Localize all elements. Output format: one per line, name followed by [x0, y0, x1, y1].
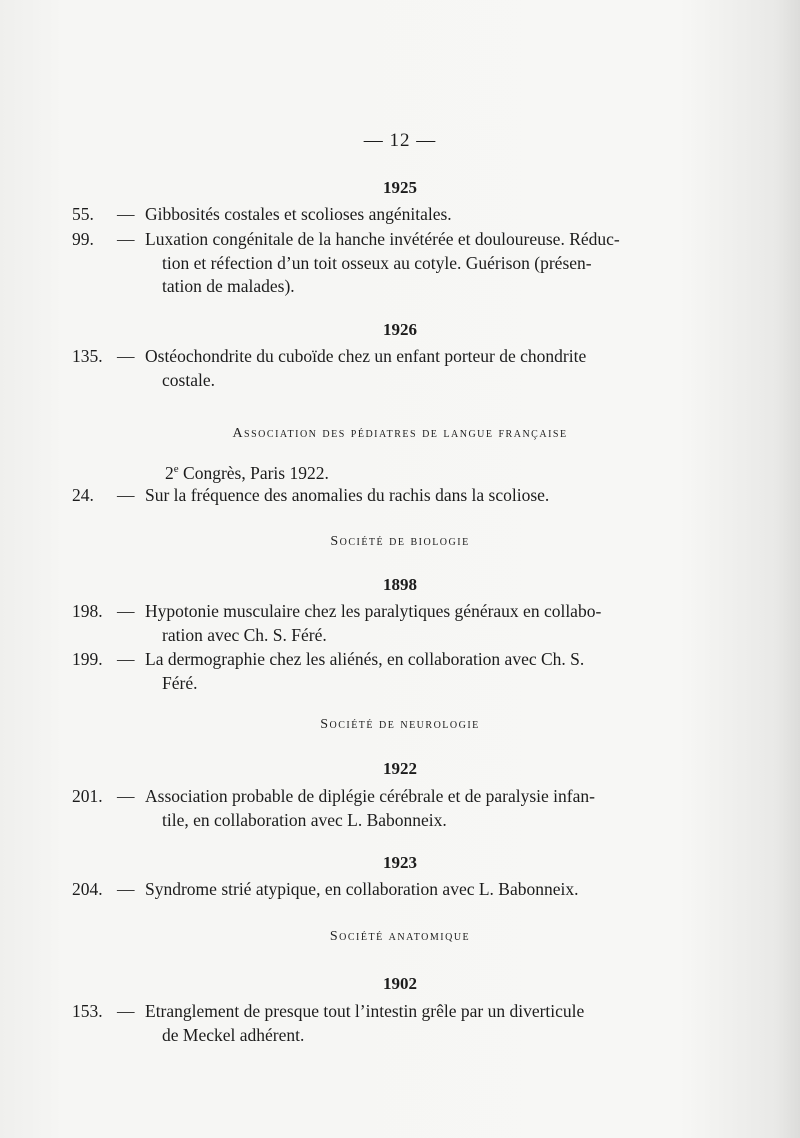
year-heading-1922: 1922 [383, 759, 417, 778]
entry-text [145, 484, 705, 508]
entry-number: 24. [72, 485, 94, 505]
entry-line: Luxation congénitale de la hanche invétérée et douloureuse. Réduc- [145, 229, 620, 249]
entry-dash: — [117, 229, 135, 249]
entry-dash: — [117, 204, 135, 224]
entry-line: Gibbosités costales et scolioses angénitales. [145, 204, 452, 224]
entry-text [145, 345, 705, 392]
entry-dash: — [117, 601, 135, 621]
section-heading-association: Association des pédiatres de langue française [232, 426, 568, 441]
entry-number: 153. [72, 1001, 103, 1021]
entry-line: Syndrome strié atypique, en collaboration avec L. Babonneix. [145, 879, 579, 899]
entry-line: ration avec Ch. S. Féré. [162, 624, 327, 645]
congres-superscript: e [173, 463, 179, 476]
entry-line: de Meckel adhérent. [162, 1024, 305, 1045]
entry-number: 135. [72, 346, 103, 366]
entry-line: tion et réfection d’un toit osseux au cotyle. Guérison (présen- [162, 252, 592, 273]
entry-line: La dermographie chez les aliénés, en collaboration avec Ch. S. [145, 649, 585, 669]
congres-number: 2 [165, 463, 174, 483]
section-heading-anatomique: Société anatomique [329, 929, 471, 944]
page-number: — 12 — [363, 130, 437, 151]
entry-line: Hypotonie musculaire chez les paralytiques généraux en collabo- [145, 601, 602, 621]
entry-number: 198. [72, 601, 103, 621]
entry-dash: — [117, 649, 135, 669]
entry-number: 204. [72, 879, 103, 899]
entry-text [145, 600, 705, 647]
section-heading-neurologie: Société de neurologie [320, 717, 480, 732]
entry-text [145, 228, 705, 299]
year-heading-1898: 1898 [383, 575, 417, 594]
entry-line: tile, en collaboration avec L. Babonneix. [162, 809, 447, 830]
entry-number: 55. [72, 204, 94, 224]
entry-dash: — [117, 1001, 135, 1021]
year-heading-1923: 1923 [383, 853, 417, 872]
entry-line: Ostéochondrite du cuboïde chez un enfant porteur de chondrite [145, 346, 587, 366]
entry-number: 199. [72, 649, 103, 669]
entry-line: Association probable de diplégie cérébrale et de paralysie infan- [145, 786, 595, 806]
year-heading-1926: 1926 [383, 320, 417, 339]
entry-text [145, 1000, 705, 1047]
section-heading-biologie: Société de biologie [330, 534, 470, 549]
entry-dash: — [117, 879, 135, 899]
entry-dash: — [117, 346, 135, 366]
entry-dash: — [117, 485, 135, 505]
entry-text [145, 785, 705, 832]
congres-text: Congrès, Paris 1922. [178, 463, 329, 483]
entry-line: tation de malades). [162, 276, 295, 296]
entry-number: 99. [72, 229, 94, 249]
entry-text [145, 878, 705, 902]
entry-text [145, 648, 705, 695]
entry-text [145, 203, 705, 227]
entry-line: Etranglement de presque tout l’intestin grêle par un diverticule [145, 1001, 585, 1021]
congres-line [165, 463, 329, 484]
entry-line: costale. [162, 369, 215, 390]
year-heading-1902: 1902 [383, 974, 417, 993]
entry-number: 201. [72, 786, 103, 806]
year-heading-1925: 1925 [383, 178, 417, 197]
entry-line: Féré. [162, 672, 198, 693]
entry-dash: — [117, 786, 135, 806]
entry-line: Sur la fréquence des anomalies du rachis dans la scoliose. [145, 485, 550, 505]
